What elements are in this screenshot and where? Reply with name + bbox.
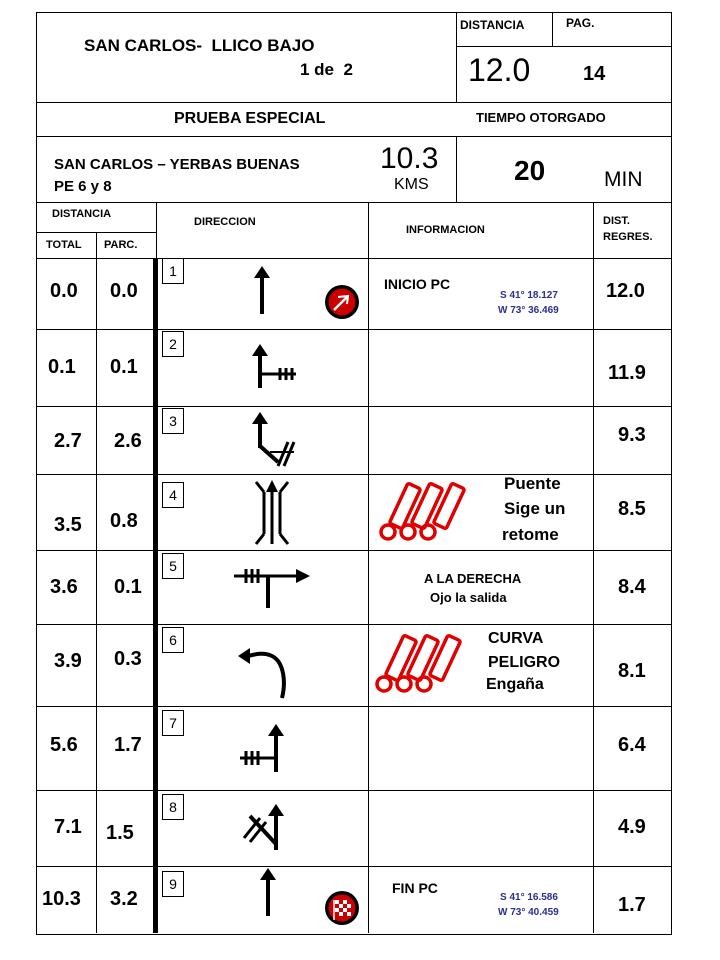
info-line: PELIGRO bbox=[488, 654, 561, 671]
header-divider bbox=[456, 136, 457, 203]
remaining-distance: 8.5 bbox=[618, 498, 646, 520]
partial-distance: 1.5 bbox=[106, 822, 134, 844]
bear-left-rail-crossing-icon bbox=[250, 412, 300, 468]
col-total: TOTAL bbox=[46, 239, 82, 251]
row-divider bbox=[36, 406, 671, 407]
stage-km-value: 10.3 bbox=[380, 142, 439, 175]
row-divider bbox=[36, 624, 671, 625]
left-curve-arrow-icon bbox=[236, 642, 292, 702]
info-line: CURVA bbox=[488, 630, 544, 647]
finish-flag-icon bbox=[324, 890, 360, 926]
page-value: 14 bbox=[583, 63, 606, 85]
remaining-distance: 6.4 bbox=[618, 734, 646, 756]
special-stage-label: PRUEBA ESPECIAL bbox=[174, 110, 326, 127]
column-divider bbox=[96, 232, 97, 933]
info-line: Ojo la salida bbox=[430, 590, 507, 605]
row-divider bbox=[36, 550, 671, 551]
info-line: Puente bbox=[504, 474, 561, 493]
distance-label: DISTANCIA bbox=[460, 18, 525, 32]
total-distance: 3.9 bbox=[54, 650, 82, 672]
straight-arrow-icon bbox=[250, 266, 274, 316]
info-text: INICIO PC bbox=[384, 276, 451, 292]
row-divider bbox=[36, 474, 671, 475]
remaining-distance: 8.4 bbox=[618, 576, 646, 598]
danger-warning-icon bbox=[376, 480, 476, 546]
header-divider bbox=[552, 12, 553, 47]
partial-distance: 3.2 bbox=[110, 888, 138, 910]
remaining-distance: 12.0 bbox=[606, 280, 645, 302]
column-divider bbox=[368, 202, 369, 933]
remaining-distance: 1.7 bbox=[618, 894, 646, 916]
distance-value: 12.0 bbox=[468, 52, 531, 88]
total-distance: 7.1 bbox=[54, 816, 82, 838]
row-number: 3 bbox=[162, 408, 184, 434]
partial-distance: 0.3 bbox=[114, 648, 142, 670]
time-value: 20 bbox=[514, 155, 546, 186]
route-title: SAN CARLOS- LLICO BAJO bbox=[84, 36, 315, 55]
straight-arrow-icon bbox=[256, 868, 280, 918]
remaining-distance: 9.3 bbox=[618, 424, 646, 446]
coordinate-west: W 73° 40.459 bbox=[498, 907, 559, 918]
row-number: 8 bbox=[162, 794, 184, 820]
header-divider bbox=[456, 12, 457, 103]
total-distance: 2.7 bbox=[54, 430, 82, 452]
header-divider bbox=[36, 102, 671, 103]
danger-warning-icon bbox=[372, 632, 472, 698]
header-divider bbox=[36, 202, 671, 203]
total-distance: 10.3 bbox=[42, 888, 81, 910]
row-number: 5 bbox=[162, 553, 184, 579]
info-line: A LA DERECHA bbox=[424, 571, 522, 586]
stage-pe: PE 6 y 8 bbox=[54, 178, 112, 195]
col-dist-regres: DIST. bbox=[603, 215, 630, 227]
column-divider bbox=[593, 202, 594, 933]
partial-distance: 0.8 bbox=[110, 510, 138, 532]
page-label: PAG. bbox=[566, 16, 595, 30]
col-dist-regres: REGRES. bbox=[603, 231, 653, 243]
partial-distance: 2.6 bbox=[114, 430, 142, 452]
col-direction: DIRECCION bbox=[194, 216, 256, 228]
remaining-distance: 11.9 bbox=[608, 362, 646, 384]
total-distance: 5.6 bbox=[50, 734, 78, 756]
row-number: 6 bbox=[162, 627, 184, 653]
row-divider bbox=[36, 866, 671, 867]
col-information: INFORMACION bbox=[406, 224, 485, 236]
row-number: 1 bbox=[162, 258, 184, 284]
time-unit: MIN bbox=[604, 168, 643, 191]
partial-distance: 0.0 bbox=[110, 280, 138, 302]
bear-right-crossing-icon bbox=[240, 802, 290, 852]
col-partial: PARC. bbox=[104, 239, 138, 251]
info-line: retome bbox=[502, 525, 559, 544]
info-line: Sige un bbox=[504, 499, 566, 518]
row-divider bbox=[36, 706, 671, 707]
total-distance: 0.1 bbox=[48, 356, 76, 378]
left-junction-straight-icon bbox=[238, 724, 288, 774]
coordinate-south: S 41° 16.586 bbox=[500, 892, 558, 903]
row-divider bbox=[36, 790, 671, 791]
stage-km-unit: KMS bbox=[394, 176, 429, 193]
info-line: Engaña bbox=[486, 676, 544, 693]
total-distance: 3.6 bbox=[50, 576, 78, 598]
start-badge-icon bbox=[324, 284, 360, 320]
header-divider bbox=[36, 136, 671, 137]
row-divider bbox=[36, 329, 671, 330]
partial-distance: 1.7 bbox=[114, 734, 142, 756]
info-text: FIN PC bbox=[392, 880, 438, 896]
header-divider bbox=[456, 46, 671, 47]
total-distance: 3.5 bbox=[54, 514, 82, 536]
straight-right-junction-icon bbox=[250, 344, 300, 390]
sheet-number: 1 de 2 bbox=[300, 60, 353, 79]
total-distance: 0.0 bbox=[50, 280, 78, 302]
route-line bbox=[153, 258, 158, 933]
turn-right-t-junction-icon bbox=[232, 564, 312, 610]
row-number: 2 bbox=[162, 331, 184, 357]
stage-name: SAN CARLOS – YERBAS BUENAS bbox=[54, 156, 300, 173]
coordinate-west: W 73° 36.469 bbox=[498, 305, 559, 316]
row-number: 4 bbox=[162, 482, 184, 508]
partial-distance: 0.1 bbox=[114, 576, 142, 598]
remaining-distance: 4.9 bbox=[618, 816, 646, 838]
coordinate-south: S 41° 18.127 bbox=[500, 290, 558, 301]
time-label: TIEMPO OTORGADO bbox=[476, 110, 606, 125]
header-divider bbox=[156, 202, 157, 259]
remaining-distance: 8.1 bbox=[618, 660, 646, 682]
partial-distance: 0.1 bbox=[110, 356, 138, 378]
bridge-icon bbox=[252, 478, 292, 546]
row-number: 9 bbox=[162, 871, 184, 897]
col-distance: DISTANCIA bbox=[52, 208, 112, 220]
header-divider bbox=[36, 258, 671, 259]
row-number: 7 bbox=[162, 710, 184, 736]
